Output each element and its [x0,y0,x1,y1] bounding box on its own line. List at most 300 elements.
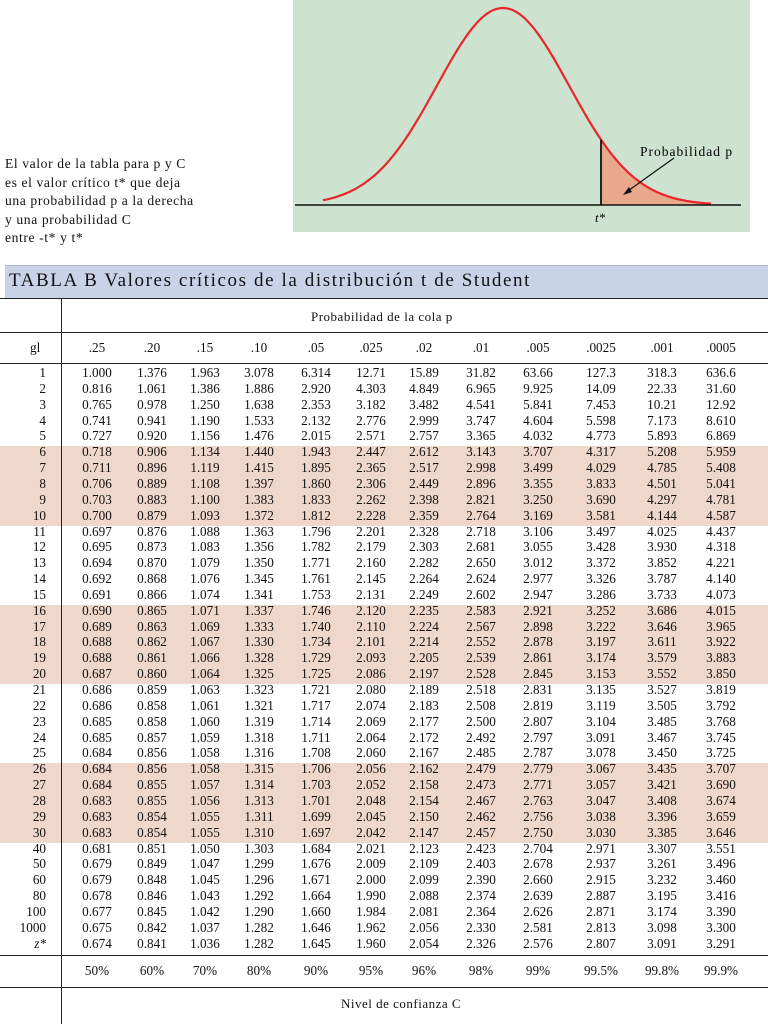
table-value: 0.678 [82,888,112,904]
table-value: 1.296 [244,872,274,888]
table-value: 4.317 [586,444,616,460]
row-gl: 30 [32,824,46,840]
table-value: 4.029 [586,460,616,476]
table-value: 3.965 [706,618,736,634]
table-value: 1.058 [190,761,220,777]
table-value: 3.416 [706,888,736,904]
row-gl: 10 [32,507,46,523]
confidence-label: Nivel de confianza C [341,996,462,1011]
table-value: 0.858 [137,713,167,729]
table-value: 4.785 [647,460,677,476]
table-value: 1.833 [301,491,331,507]
table-value: 3.174 [586,650,616,666]
table-value: 3.460 [706,872,736,888]
table-value: 4.773 [586,428,616,444]
table-value: 1.386 [190,380,220,396]
table-value: 3.119 [586,697,616,713]
table-value: 2.462 [466,808,496,824]
table-value: 0.855 [137,792,167,808]
table-value: 2.915 [586,872,616,888]
table-value: 1.108 [190,475,220,491]
table-value: 2.831 [523,682,553,697]
table-value: 0.858 [137,697,167,713]
table-value: 2.763 [523,792,553,808]
table-value: 0.706 [82,475,112,491]
table-value: 3.038 [586,808,616,824]
table-value: 1.311 [244,808,274,824]
row-gl: 40 [32,840,46,856]
table-value: 0.684 [82,761,112,777]
table-value: 2.567 [466,618,496,634]
row-gl: 27 [32,777,46,793]
confidence-level: 99.5% [583,963,619,978]
table-value: 3.690 [706,777,736,793]
table-value: 2.571 [356,428,386,444]
table-value: 1.119 [190,460,220,476]
table-value: 0.700 [82,507,112,523]
table-value: 4.849 [409,380,439,396]
table-value: 2.150 [409,808,439,824]
table-value: 2.326 [466,935,496,951]
table-value: 1.310 [244,824,274,840]
table-value: 3.435 [647,761,677,777]
tail-prob-header: .0025 [586,340,616,355]
table-value: 9.925 [523,380,553,396]
row-gl: 25 [32,745,46,761]
table-value: 1.440 [244,444,274,460]
table-value: 1.303 [244,840,274,856]
table-value: 2.576 [523,935,553,951]
table-value: 3.482 [409,396,439,412]
confidence-level: 99.9% [703,963,739,978]
table-value: 1.725 [301,666,331,682]
table-value: 1.960 [356,935,386,951]
table-value: 3.078 [244,365,274,380]
table-value: 1.079 [190,555,220,571]
table-value: 22.33 [647,380,677,396]
table-value: 2.214 [409,634,439,650]
table-value: 2.262 [356,491,386,507]
t-distribution-plot [293,0,750,232]
table-value: 3.135 [586,682,616,697]
table-value: 2.704 [523,840,553,856]
row-gl: z* [34,935,46,951]
table-value: 2.947 [523,586,553,602]
table-value: 1.706 [301,761,331,777]
table-rule [0,332,768,333]
table-value: 2.650 [466,555,496,571]
table-value: 2.898 [523,618,553,634]
table-value: 3.012 [523,555,553,571]
table-value: 0.854 [137,808,167,824]
table-value: 1.055 [190,824,220,840]
table-value: 2.235 [409,602,439,618]
table-value: 1.363 [244,523,274,539]
table-value: 1.782 [301,539,331,555]
table-value: 1.318 [244,729,274,745]
table-value: 2.249 [409,586,439,602]
table-value: 2.145 [356,571,386,587]
table-value: 2.626 [523,903,553,919]
table-value: 0.856 [137,761,167,777]
tail-prob-header: .20 [143,340,161,355]
table-value: 2.845 [523,666,553,682]
table-value: 2.861 [523,650,553,666]
table-value: 8.610 [706,412,736,428]
table-value: 3.365 [466,428,496,444]
table-value: 4.541 [466,396,496,412]
table-value: 2.179 [356,539,386,555]
table-value: 3.091 [586,729,616,745]
table-value: 0.866 [137,586,167,602]
table-value: 1.282 [244,919,274,935]
table-value: 1.050 [190,840,220,856]
table-value: 2.093 [356,650,386,666]
table-value: 2.205 [409,650,439,666]
distribution-figure [293,0,750,232]
table-value: 0.674 [82,935,112,951]
table-value: 1.383 [244,491,274,507]
table-value: 3.787 [647,571,677,587]
table-value: 1.042 [190,903,220,919]
table-value: 3.222 [586,618,616,634]
table-value: 2.485 [466,745,496,761]
table-value: 3.833 [586,475,616,491]
table-value: 1.061 [137,380,167,396]
table-value: 12.92 [706,396,736,412]
row-gl: 19 [32,650,46,666]
row-gl: 12 [32,539,46,555]
row-gl: 7 [39,460,46,476]
table-value: 3.408 [647,792,677,808]
table-value: 1.055 [190,808,220,824]
table-value: 4.781 [706,491,736,507]
table-value: 2.871 [586,903,616,919]
tail-prob-header: .10 [250,340,268,355]
table-value: 0.859 [137,682,167,697]
table-value: 3.143 [466,444,496,460]
table-value: 3.499 [523,460,553,476]
table-value: 3.372 [586,555,616,571]
table-value: 4.587 [706,507,736,523]
table-value: 2.819 [523,697,553,713]
table-value: 1.337 [244,602,274,618]
table-value: 2.500 [466,713,496,729]
table-value: 0.683 [82,792,112,808]
table-value: 1.676 [301,856,331,872]
row-gl: 22 [32,697,46,713]
table-value: 6.869 [706,428,736,444]
table-value: 1.321 [244,697,274,713]
table-value: 3.527 [647,682,677,697]
table-value: 3.659 [706,808,736,824]
table-value: 2.364 [466,903,496,919]
table-value: 0.879 [137,507,167,523]
row-gl: 18 [32,634,46,650]
table-value: 2.771 [523,777,553,793]
table-value: 2.583 [466,602,496,618]
table-value: 3.930 [647,539,677,555]
tail-prob-header: .15 [196,340,214,355]
table-value: 0.711 [82,460,112,476]
table-value: 0.683 [82,824,112,840]
table-value: 2.447 [356,444,386,460]
row-gl: 50 [32,856,46,872]
table-value: 1.045 [190,872,220,888]
table-value: 0.889 [137,475,167,491]
table-value: 2.328 [409,523,439,539]
table-value: 2.147 [409,824,439,840]
table-value: 3.646 [647,618,677,634]
row-gl: 17 [32,618,46,634]
row-gl: 29 [32,808,46,824]
table-value: 1.962 [356,919,386,935]
table-value: 3.104 [586,713,616,729]
table-value: 3.300 [706,919,736,935]
table-value: 0.675 [82,919,112,935]
table-value: 1.323 [244,682,274,697]
table-value: 2.518 [466,682,496,697]
table-value: 3.745 [706,729,736,745]
table-value: 2.099 [409,872,439,888]
table-value: 2.201 [356,523,386,539]
table-value: 5.041 [706,475,736,491]
tstar-label: t* [595,210,606,225]
table-value: 0.703 [82,491,112,507]
table-value: 2.807 [523,713,553,729]
table-value: 2.056 [356,761,386,777]
table-value: 2.056 [409,919,439,935]
table-value: 0.686 [82,682,112,697]
table-value: 4.437 [706,523,736,539]
table-value: 3.232 [647,872,677,888]
table-value: 2.756 [523,808,553,824]
confidence-level: 60% [139,963,165,978]
table-value: 3.428 [586,539,616,555]
table-value: 1.063 [190,682,220,697]
table-value: 0.688 [82,634,112,650]
table-value: 4.032 [523,428,553,444]
table-value: 1.066 [190,650,220,666]
table-value: 3.485 [647,713,677,729]
table-value: 3.579 [647,650,677,666]
table-value: 1.341 [244,586,274,602]
table-value: 2.224 [409,618,439,634]
table-value: 2.009 [356,856,386,872]
table-value: 3.291 [706,935,736,951]
table-value: 1.316 [244,745,274,761]
table-value: 2.132 [301,412,331,428]
table-value: 1.796 [301,523,331,539]
confidence-level: 70% [192,963,218,978]
row-gl: 26 [32,761,46,777]
confidence-level: 96% [411,963,437,978]
confidence-level: 98% [468,963,494,978]
table-value: 4.025 [647,523,677,539]
table-value: 2.920 [301,380,331,396]
table-value: 2.172 [409,729,439,745]
table-value: 4.318 [706,539,736,555]
table-value: 2.088 [409,888,439,904]
table-value: 1.415 [244,460,274,476]
table-value: 0.691 [82,586,112,602]
table-value: 2.109 [409,856,439,872]
table-value: 2.681 [466,539,496,555]
row-gl: 21 [32,682,46,697]
table-value: 0.694 [82,555,112,571]
table-value: 318.3 [647,365,677,380]
table-value: 2.581 [523,919,553,935]
table-value: 3.261 [647,856,677,872]
table-value: 2.189 [409,682,439,697]
table-value: 2.612 [409,444,439,460]
row-gl: 1 [39,365,46,380]
table-value: 127.3 [586,365,616,380]
table-value: 1.717 [301,697,331,713]
table-value: 31.82 [466,365,496,380]
row-gl: 13 [32,555,46,571]
table-value: 3.690 [586,491,616,507]
table-value: 5.598 [586,412,616,428]
table-value: 2.467 [466,792,496,808]
table-value: 0.876 [137,523,167,539]
confidence-level: 99.8% [644,963,680,978]
table-value: 1.350 [244,555,274,571]
table-value: 1.711 [301,729,331,745]
tail-prob-header: .001 [650,340,674,355]
row-gl: 6 [39,444,46,460]
row-gl: 60 [32,872,46,888]
table-value: 2.060 [356,745,386,761]
table-value: 1.708 [301,745,331,761]
intro-text [5,155,295,248]
table-value: 1.325 [244,666,274,682]
table-value: 3.396 [647,808,677,824]
table-value: 1.047 [190,856,220,872]
table-title-bar [5,265,768,299]
table-value: 3.067 [586,761,616,777]
table-value: 2.479 [466,761,496,777]
tail-prob-header: .25 [88,340,106,355]
table-value: 3.326 [586,571,616,587]
table-value: 2.639 [523,888,553,904]
table-value: 3.252 [586,602,616,618]
table-value: 2.183 [409,697,439,713]
table-value: 1.761 [301,571,331,587]
table-value: 0.842 [137,919,167,935]
table-rule [0,363,768,364]
confidence-level: 50% [84,963,110,978]
table-value: 6.965 [466,380,496,396]
table-value: 0.741 [82,412,112,428]
table-value: 2.282 [409,555,439,571]
table-value: 3.883 [706,650,736,666]
table-value: 1.646 [301,919,331,935]
table-value: 2.074 [356,697,386,713]
table-value: 0.883 [137,491,167,507]
row-gl: 100 [26,903,46,919]
table-value: 3.496 [706,856,736,872]
table-value: 4.604 [523,412,553,428]
table-value: 1.372 [244,507,274,523]
table-value: 2.086 [356,666,386,682]
probability-label: Probabilidad p [640,144,734,159]
table-value: 2.064 [356,729,386,745]
table-value: 0.978 [137,396,167,412]
table-value: 2.878 [523,634,553,650]
table-value: 0.679 [82,856,112,872]
table-value: 3.169 [523,507,553,523]
table-value: 2.330 [466,919,496,935]
table-value: 1.703 [301,777,331,793]
table-value: 3.707 [706,761,736,777]
table-value: 1.684 [301,840,331,856]
table-value: 1.990 [356,888,386,904]
table-value: 1.943 [301,444,331,460]
row-gl: 1000 [19,919,46,935]
table-value: 1.664 [301,888,331,904]
table-value: 3.390 [706,903,736,919]
table-value: 2.374 [466,888,496,904]
table-value: 0.683 [82,808,112,824]
table-value: 1.771 [301,555,331,571]
table-value: 1.037 [190,919,220,935]
tail-prob-header: .0005 [706,340,736,355]
table-value: 1.645 [301,935,331,951]
table-value: 2.492 [466,729,496,745]
table-value: 0.686 [82,697,112,713]
table-value: 2.197 [409,666,439,682]
table-value: 1.315 [244,761,274,777]
table-value: 3.098 [647,919,677,935]
table-value: 2.821 [466,491,496,507]
row-gl: 15 [32,586,46,602]
table-value: 4.297 [647,491,677,507]
table-value: 2.779 [523,761,553,777]
row-gl: 20 [32,666,46,682]
intro-line: y una probabilidad C [5,211,132,227]
table-value: 0.855 [137,777,167,793]
table-value: 1.963 [190,365,220,380]
table-value: 636.6 [706,365,736,380]
table-value: 1.000 [82,365,112,380]
intro-line: entre -t* y t* [5,230,84,246]
table-value: 2.718 [466,523,496,539]
table-value: 3.497 [586,523,616,539]
table-value: 3.850 [706,666,736,682]
table-value: 2.896 [466,475,496,491]
row-gl: 11 [33,523,46,539]
table-value: 1.376 [137,365,167,380]
table-value: 5.408 [706,460,736,476]
table-value: 0.689 [82,618,112,634]
table-value: 1.059 [190,729,220,745]
table-value: 0.679 [82,872,112,888]
table-value: 3.153 [586,666,616,682]
table-value: 1.660 [301,903,331,919]
table-value: 3.505 [647,697,677,713]
table-value: 2.158 [409,777,439,793]
table-value: 0.681 [82,840,112,856]
table-value: 1.074 [190,586,220,602]
table-value: 2.120 [356,602,386,618]
table-value: 2.080 [356,682,386,697]
table-value: 2.678 [523,856,553,872]
table-value: 4.073 [706,586,736,602]
table-value: 31.60 [706,380,736,396]
table-value: 4.015 [706,602,736,618]
table-value: 2.797 [523,729,553,745]
